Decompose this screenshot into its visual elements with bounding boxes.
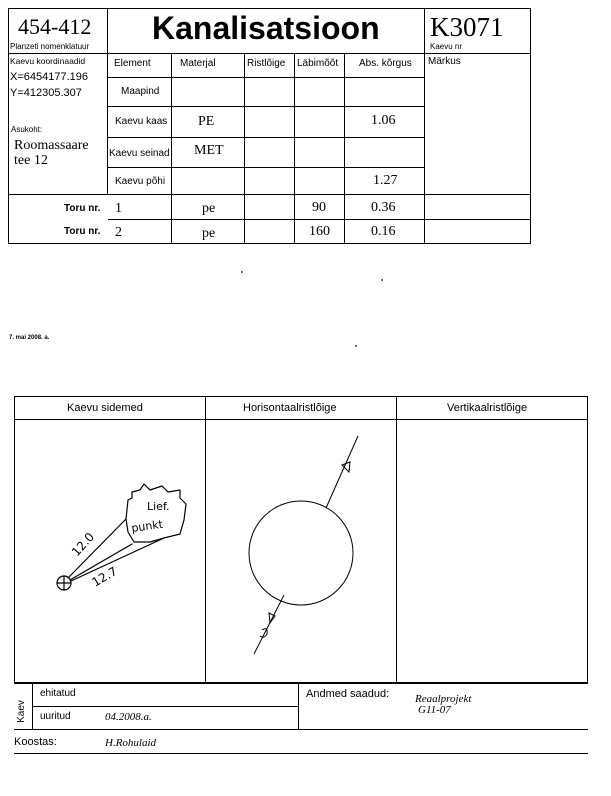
row-bottom-element: Kaevu põhi bbox=[115, 176, 166, 187]
address-line-1: Roomassaare bbox=[14, 138, 89, 153]
well-circle bbox=[249, 501, 353, 605]
pipe-1-number: 1 bbox=[115, 201, 122, 216]
date-note: 7. mai 2008. a. bbox=[9, 335, 50, 341]
surveyed-label: uuritud bbox=[40, 711, 71, 722]
col-sep-4 bbox=[344, 53, 345, 244]
sketch-sep-2 bbox=[396, 396, 397, 683]
pipe-1-diameter: 90 bbox=[312, 200, 326, 215]
pipe-2-number: 2 bbox=[115, 225, 122, 240]
row-line-6 bbox=[108, 219, 531, 220]
row-lid-element: Kaevu kaas bbox=[115, 116, 168, 127]
footer-bottom-line bbox=[14, 729, 588, 730]
pipe-1-abs: 0.36 bbox=[371, 200, 396, 215]
nomenclature-label: Planzeti nomenklatuur bbox=[10, 42, 90, 51]
source-line-1: Reaalprojekt bbox=[415, 693, 472, 705]
pipe-line-out bbox=[254, 595, 284, 654]
header-diameter: Läbimõõt bbox=[297, 58, 339, 69]
row-walls-material: MET bbox=[194, 143, 224, 158]
header-abs-height: Abs. kõrgus bbox=[359, 58, 412, 69]
row-line-4 bbox=[108, 167, 424, 168]
remarks-label: Märkus bbox=[428, 56, 461, 67]
address-label: Asukoht: bbox=[11, 125, 43, 134]
scan-speck bbox=[381, 279, 383, 281]
author-label: Koostas: bbox=[14, 736, 57, 748]
section-vertical-title: Vertikaalristlõige bbox=[447, 402, 528, 414]
scan-speck bbox=[241, 271, 243, 273]
row-walls-element: Kaevu seinad bbox=[109, 148, 170, 159]
pipe-2-diameter: 160 bbox=[309, 224, 330, 239]
source-line-2: G11-07 bbox=[418, 704, 451, 716]
coordinate-x: X=6454177.196 bbox=[10, 71, 88, 83]
landmark-label-2: punkt bbox=[130, 517, 164, 535]
row-lid-abs: 1.06 bbox=[371, 113, 396, 128]
nomenclature: 454-412 bbox=[18, 14, 92, 39]
surveyed-date: 04.2008.a. bbox=[105, 711, 152, 723]
pipe-1-label: Toru nr. bbox=[64, 203, 101, 214]
footer-top-line bbox=[14, 683, 588, 684]
col-sep-2 bbox=[244, 53, 245, 244]
pipe-2-material: pe bbox=[202, 226, 216, 241]
footer-last-line bbox=[14, 753, 588, 754]
tie-distance-2: 12.7 bbox=[89, 564, 120, 590]
row-line-2 bbox=[108, 106, 424, 107]
well-number-label: Kaevu nr bbox=[430, 42, 463, 51]
header-divider bbox=[8, 53, 531, 54]
footer-mid-line bbox=[32, 706, 298, 707]
header-material: Materjal bbox=[180, 58, 216, 69]
pipe-1-material: pe bbox=[202, 201, 216, 216]
pipe-line-in bbox=[326, 436, 358, 508]
kaev-label: Kaev bbox=[15, 700, 27, 723]
tie-distance-1: 12.0 bbox=[68, 529, 98, 560]
landmark-label-1: Lief. bbox=[147, 500, 170, 513]
well-number: K3071 bbox=[430, 12, 504, 42]
header-cross-section: Ristlõige bbox=[247, 58, 286, 69]
pipe-2-abs: 0.16 bbox=[371, 224, 396, 239]
horizontal-section-drawing bbox=[206, 420, 396, 682]
source-label: Andmed saadud: bbox=[306, 688, 390, 700]
built-label: ehitatud bbox=[40, 688, 76, 699]
ties-sketch bbox=[14, 420, 205, 682]
section-horizontal-title: Horisontaalristlõige bbox=[243, 402, 337, 414]
author-name: H.Rohulaid bbox=[105, 737, 157, 749]
row-lid-material: PE bbox=[198, 114, 215, 129]
scan-speck bbox=[355, 345, 357, 347]
coordinate-y: Y=412305.307 bbox=[10, 87, 82, 99]
header-sep-right bbox=[424, 8, 425, 244]
header-element: Element bbox=[114, 58, 151, 69]
page-title: Kanalisatsioon bbox=[152, 10, 380, 46]
row-line-1 bbox=[108, 77, 424, 78]
row-line-3 bbox=[108, 137, 424, 138]
col-sep-3 bbox=[294, 53, 295, 244]
section-ties-title: Kaevu sidemed bbox=[67, 402, 143, 414]
footer-col-sep bbox=[298, 683, 299, 729]
row-bottom-abs: 1.27 bbox=[373, 173, 398, 188]
col-sep-1 bbox=[171, 53, 172, 244]
address-line-2: tee 12 bbox=[14, 153, 48, 168]
pipe-2-label: Toru nr. bbox=[64, 226, 101, 237]
row-line-5 bbox=[8, 194, 531, 195]
row-ground-element: Maapind bbox=[121, 86, 160, 97]
coordinates-label: Kaevu koordinaadid bbox=[10, 56, 86, 66]
